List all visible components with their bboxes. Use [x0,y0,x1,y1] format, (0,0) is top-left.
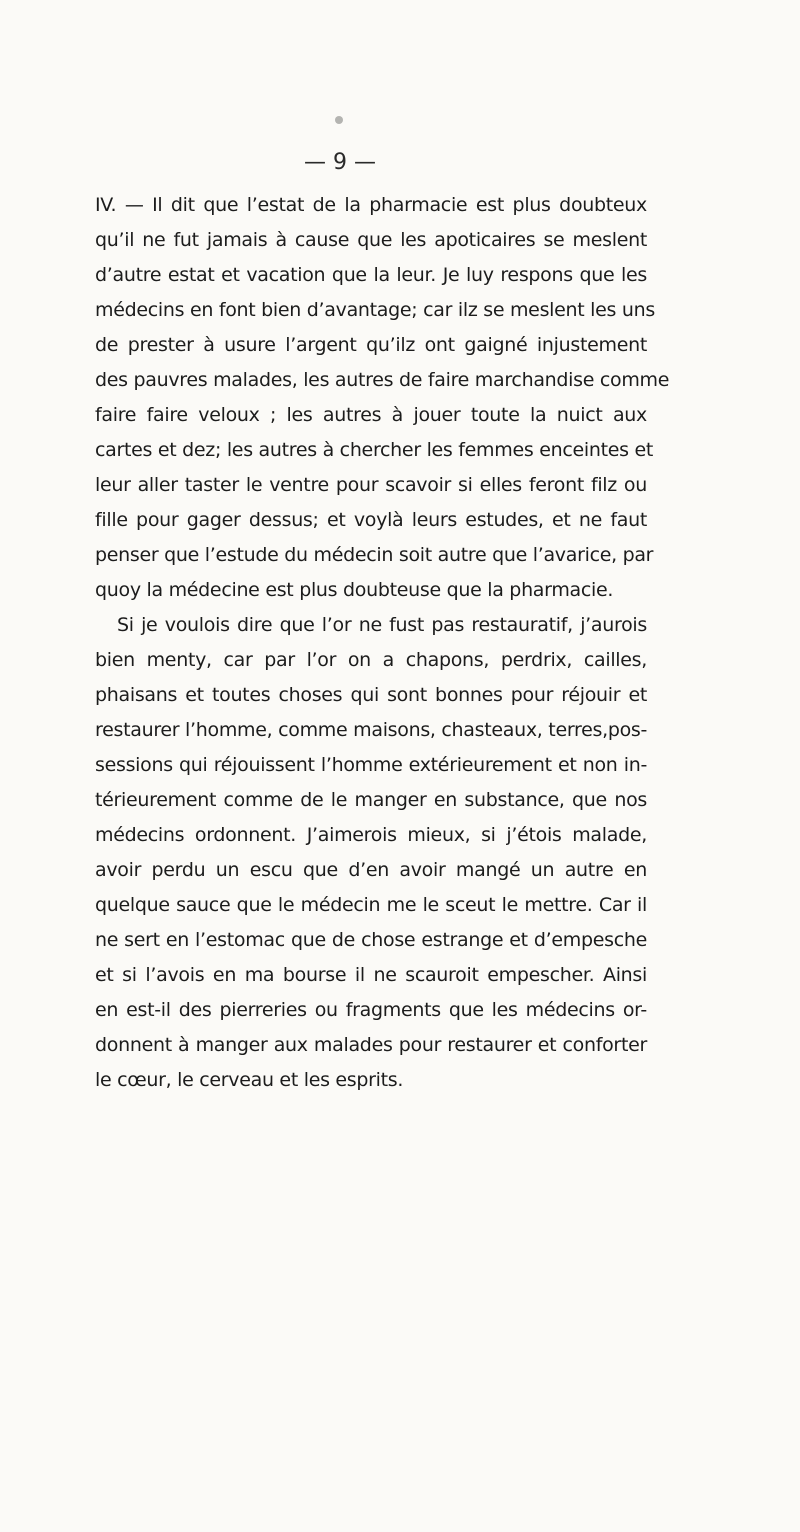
text-line: médecins ordonnent. J’aimerois mieux, si j’étois malade, [95,824,647,846]
text-line: IV. — Il dit que l’estat de la pharmacie est plus doubteux [95,194,647,216]
text-line: phaisans et toutes choses qui sont bonnes pour réjouir et [95,684,647,706]
text-line: d’autre estat et vacation que la leur. Je luy respons que les [95,264,647,286]
text-line: fille pour gager dessus; et voylà leurs estudes, et ne faut [95,509,647,531]
ink-spot [335,116,343,124]
text-line: quoy la médecine est plus doubteuse que la pharmacie. [95,579,614,601]
body-text [95,188,670,1098]
text-line: ne sert en l’estomac que de chose estrange et d’empesche [95,929,647,951]
text-line: leur aller taster le ventre pour scavoir si elles feront filz ou [95,474,647,496]
text-line: sessions qui réjouissent l’homme extérieurement et non in- [95,754,647,776]
text-line: bien menty, car par l’or on a chapons, perdrix, cailles, [95,649,647,671]
text-line: et si l’avois en ma bourse il ne scauroit empescher. Ainsi [95,964,647,986]
text-line: restaurer l’homme, comme maisons, chasteaux, terres,pos- [95,719,648,741]
text-line: le cœur, le cerveau et les esprits. [95,1069,404,1091]
text-line: en est-il des pierreries ou fragments que les médecins or- [95,999,647,1021]
text-line: cartes et dez; les autres à chercher les femmes enceintes et [95,439,654,461]
text-line: médecins en font bien d’avantage; car ilz se meslent les uns [95,299,655,321]
text-line: Si je voulois dire que l’or ne fust pas restauratif, j’aurois [117,614,647,636]
text-line: des pauvres malades, les autres de faire marchandise comme [95,369,670,391]
text-line: faire faire veloux ; les autres à jouer toute la nuict aux [95,404,647,426]
text-line: avoir perdu un escu que d’en avoir mangé un autre en [95,859,647,881]
text-line: qu’il ne fut jamais à cause que les apoticaires se meslent [95,229,647,251]
text-line: donnent à manger aux malades pour restaurer et conforter [95,1034,647,1056]
text-line: térieurement comme de le manger en substance, que nos [95,789,647,811]
page-number: — 9 — [304,150,376,175]
text-line: de prester à usure l’argent qu’ilz ont gaigné injustement [95,334,647,356]
text-line: penser que l’estude du médecin soit autre que l’avarice, par [95,544,654,566]
text-line: quelque sauce que le médecin me le sceut le mettre. Car il [95,894,647,916]
